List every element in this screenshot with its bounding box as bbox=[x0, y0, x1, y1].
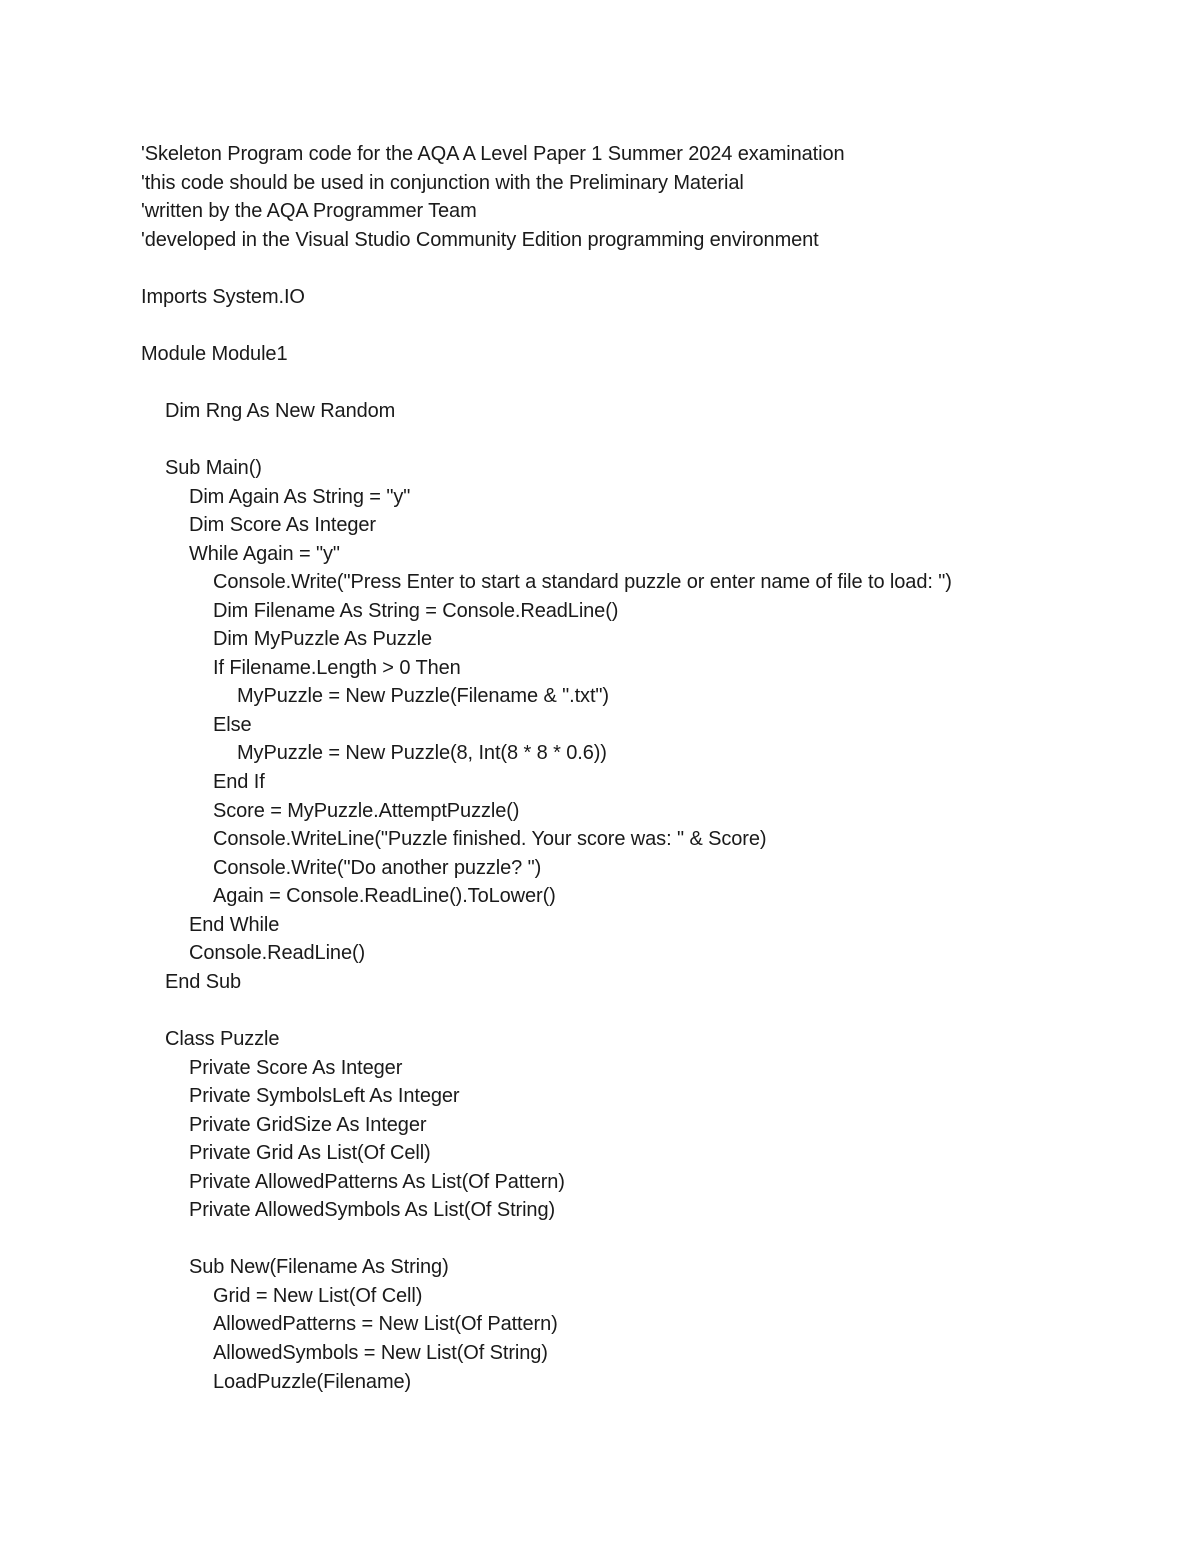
blank-line bbox=[141, 996, 1141, 1025]
code-line: Dim Filename As String = Console.ReadLine() bbox=[213, 599, 619, 622]
code-line: Again = Console.ReadLine().ToLower() bbox=[213, 885, 556, 908]
code-line: 'developed in the Visual Studio Community Edition programming environment bbox=[141, 228, 819, 251]
code-line: Dim Rng As New Random bbox=[165, 399, 396, 422]
blank-line bbox=[141, 425, 1141, 454]
blank-line bbox=[141, 368, 1141, 397]
code-line: Private AllowedPatterns As List(Of Pattern) bbox=[189, 1170, 565, 1193]
code-line: Console.WriteLine("Puzzle finished. Your score was: " & Score) bbox=[213, 828, 767, 851]
code-line: End While bbox=[189, 913, 280, 936]
code-line: End Sub bbox=[165, 970, 242, 993]
code-line: Dim Again As String = "y" bbox=[189, 485, 411, 508]
blank-line bbox=[141, 311, 1141, 340]
code-line: Console.Write("Do another puzzle? ") bbox=[213, 856, 542, 879]
code-line: LoadPuzzle(Filename) bbox=[213, 1370, 412, 1393]
code-line: Dim MyPuzzle As Puzzle bbox=[213, 628, 432, 651]
blank-line bbox=[141, 1225, 1141, 1254]
code-line: Class Puzzle bbox=[165, 1027, 280, 1050]
code-line: MyPuzzle = New Puzzle(8, Int(8 * 8 * 0.6)) bbox=[237, 742, 607, 765]
code-line: Console.Write("Press Enter to start a standard puzzle or enter name of file to load: ") bbox=[213, 571, 952, 594]
code-line: Else bbox=[213, 713, 252, 736]
code-line: If Filename.Length > 0 Then bbox=[213, 656, 461, 679]
code-line: 'this code should be used in conjunction with the Preliminary Material bbox=[141, 171, 744, 194]
code-line: Console.ReadLine() bbox=[189, 942, 366, 965]
code-line: End If bbox=[213, 771, 265, 794]
code-line: Score = MyPuzzle.AttemptPuzzle() bbox=[213, 799, 520, 822]
code-line: Grid = New List(Of Cell) bbox=[213, 1284, 423, 1307]
code-line: AllowedSymbols = New List(Of String) bbox=[213, 1341, 548, 1364]
code-line: Private AllowedSymbols As List(Of String) bbox=[189, 1199, 556, 1222]
code-line: Private GridSize As Integer bbox=[189, 1113, 427, 1136]
code-line: MyPuzzle = New Puzzle(Filename & ".txt") bbox=[237, 685, 609, 708]
code-line: 'Skeleton Program code for the AQA A Level Paper 1 Summer 2024 examination bbox=[141, 143, 845, 165]
code-line: 'written by the AQA Programmer Team bbox=[141, 200, 477, 223]
code-line: Dim Score As Integer bbox=[189, 514, 376, 537]
code-listing bbox=[141, 140, 1141, 1396]
code-line: Private SymbolsLeft As Integer bbox=[189, 1085, 460, 1108]
code-line: While Again = "y" bbox=[189, 542, 340, 565]
code-line: Module Module1 bbox=[141, 342, 288, 365]
code-line: Private Score As Integer bbox=[189, 1056, 403, 1079]
code-line: Imports System.IO bbox=[141, 285, 305, 308]
code-line: Sub Main() bbox=[165, 457, 262, 480]
code-line: Sub New(Filename As String) bbox=[189, 1256, 449, 1279]
code-line: Private Grid As List(Of Cell) bbox=[189, 1142, 431, 1165]
code-line: AllowedPatterns = New List(Of Pattern) bbox=[213, 1313, 558, 1336]
blank-line bbox=[141, 254, 1141, 283]
